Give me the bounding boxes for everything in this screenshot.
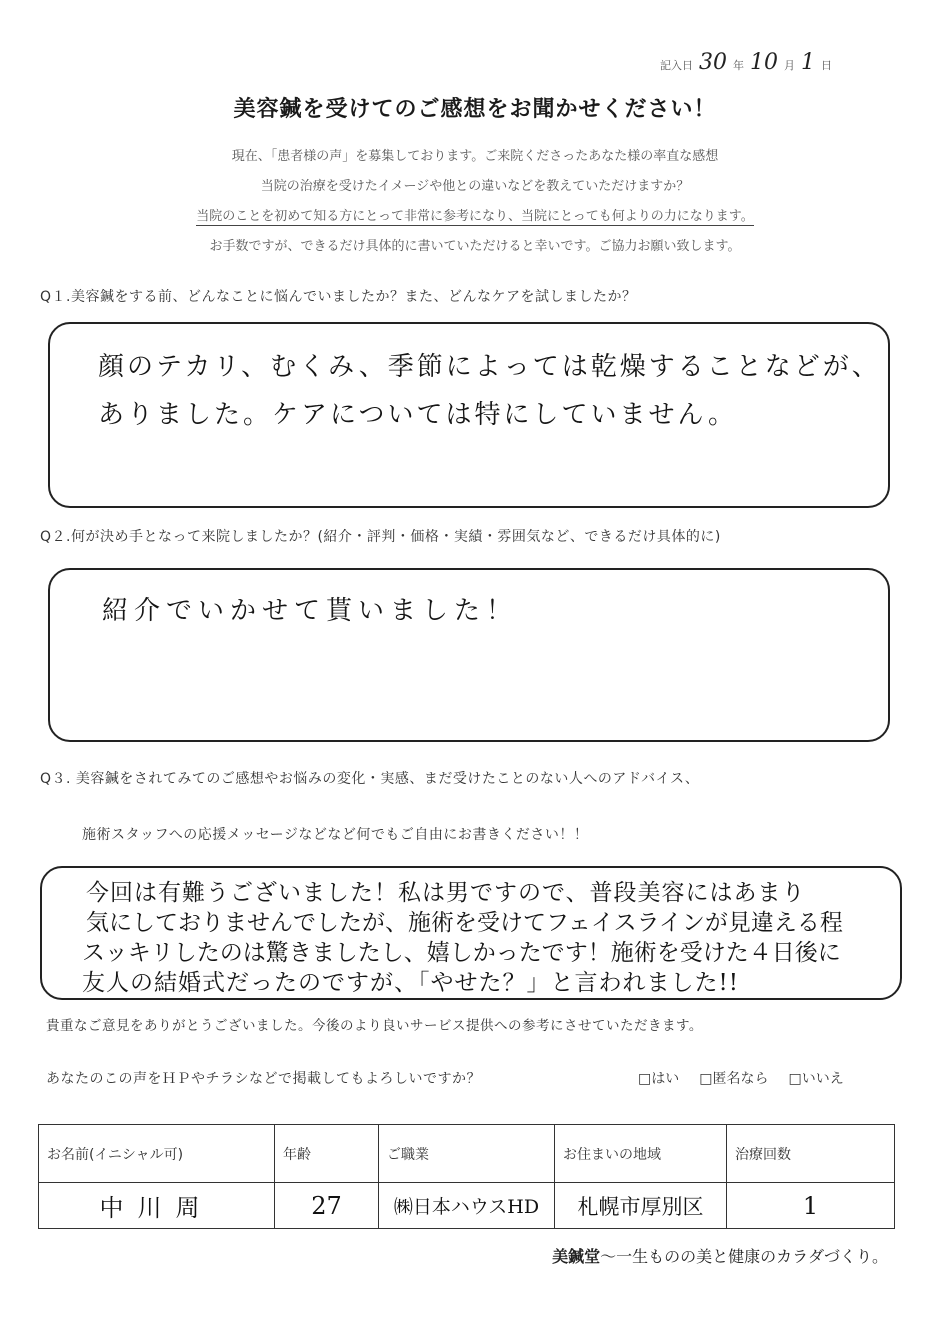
q3-answer-line: 気にしておりませんでしたが、施術を受けてフェイスラインが見違える程 bbox=[86, 910, 843, 936]
intro-text bbox=[0, 142, 950, 262]
date-year: 30 bbox=[699, 50, 727, 75]
table-header-row bbox=[39, 1125, 895, 1183]
value-occupation[interactable]: ㈱日本ハウスHD bbox=[379, 1183, 555, 1229]
option-no-checkbox[interactable]: □ いいえ bbox=[788, 1068, 843, 1088]
q3-answer-line: 友人の結婚式だったのですが、「やせた？」と言われました!! bbox=[82, 970, 739, 996]
value-age[interactable]: 27 bbox=[275, 1183, 379, 1229]
q1-answer-line: ありました。ケアについては特にしていません。 bbox=[98, 400, 738, 430]
q3-answer-line: スッキリしたのは驚きましたし、嬉しかったです！施術を受けた４日後に bbox=[82, 940, 841, 966]
permission-options bbox=[638, 1068, 844, 1088]
value-name[interactable]: 中川周 bbox=[39, 1183, 275, 1229]
q2-answer-box[interactable] bbox=[48, 568, 890, 742]
entry-date bbox=[660, 50, 920, 78]
intro-line: 当院の治療を受けたイメージや他との違いなどを教えていただけますか？ bbox=[260, 179, 690, 194]
option-yes-checkbox[interactable]: □ はい bbox=[638, 1068, 679, 1088]
header-age: 年齢 bbox=[275, 1125, 379, 1183]
header-treatment-count: 治療回数 bbox=[727, 1125, 895, 1183]
footer-tagline: 〜一生ものの美と健康のカラダづくり。 bbox=[600, 1247, 888, 1266]
value-region[interactable]: 札幌市厚別区 bbox=[555, 1183, 727, 1229]
intro-line: 現在、「患者様の声」を募集しております。ご来院くださったあなた様の率直な感想 bbox=[231, 149, 719, 164]
date-month-unit: 月 bbox=[784, 59, 795, 72]
q2-answer-line: 紹介でいかせて貰いました！ bbox=[102, 596, 519, 626]
date-month: 10 bbox=[750, 50, 778, 75]
thanks-message: 貴重なご意見をありがとうございました。今後のより良いサービス提供への参考にさせていただきます。 bbox=[46, 1018, 703, 1034]
page-title: 美容鍼を受けてのご感想をお聞かせください！ bbox=[233, 97, 717, 122]
table-value-row bbox=[39, 1183, 895, 1229]
q1-question: Q１.美容鍼をする前、どんなことに悩んでいましたか？また、どんなケアを試しましたか？ bbox=[40, 289, 637, 305]
permission-question: あなたのこの声をＨＰやチラシなどで掲載してもよろしいですか？ bbox=[46, 1071, 481, 1087]
intro-line-underlined: 当院のことを初めて知る方にとって非常に参考になり、当院にとっても何よりの力になります。 bbox=[196, 209, 754, 224]
header-region: お住まいの地域 bbox=[555, 1125, 727, 1183]
intro-line: お手数ですが、できるだけ具体的に書いていただけると幸いです。ご協力お願い致します。 bbox=[209, 239, 741, 254]
q1-answer-box[interactable] bbox=[48, 322, 890, 508]
option-anonymous-checkbox[interactable]: □ 匿名なら bbox=[699, 1068, 768, 1088]
q3-question-line1: Q３. 美容鍼をされてみてのご感想やお悩みの変化・実感、まだ受けたことのない人へのアドバイス、 bbox=[40, 771, 700, 787]
info-table bbox=[38, 1124, 895, 1229]
q3-question-line2: 施術スタッフへの応援メッセージなどなど何でもご自由にお書きください！！ bbox=[82, 827, 589, 843]
q3-answer-line: 今回は有難うございました！私は男ですので、普段美容にはあまり bbox=[86, 880, 806, 906]
date-year-unit: 年 bbox=[733, 59, 744, 72]
footer-slogan bbox=[552, 1244, 888, 1267]
date-day: 1 bbox=[801, 50, 815, 75]
header-occupation: ご職業 bbox=[379, 1125, 555, 1183]
date-day-unit: 日 bbox=[821, 59, 832, 72]
value-treatment-count[interactable]: 1 bbox=[727, 1183, 895, 1229]
header-name: お名前(イニシャル可) bbox=[39, 1125, 275, 1183]
date-label: 記入日 bbox=[660, 59, 693, 72]
footer-brand: 美鍼堂 bbox=[552, 1247, 601, 1266]
q1-answer-line: 顔のテカリ、むくみ、季節によっては乾燥することなどが、 bbox=[98, 352, 881, 382]
q3-answer-box[interactable] bbox=[40, 866, 902, 1000]
q2-question: Q２.何が決め手となって来院しましたか？(紹介・評判・価格・実績・雰囲気など、できるだけ具体的に) bbox=[40, 529, 721, 545]
